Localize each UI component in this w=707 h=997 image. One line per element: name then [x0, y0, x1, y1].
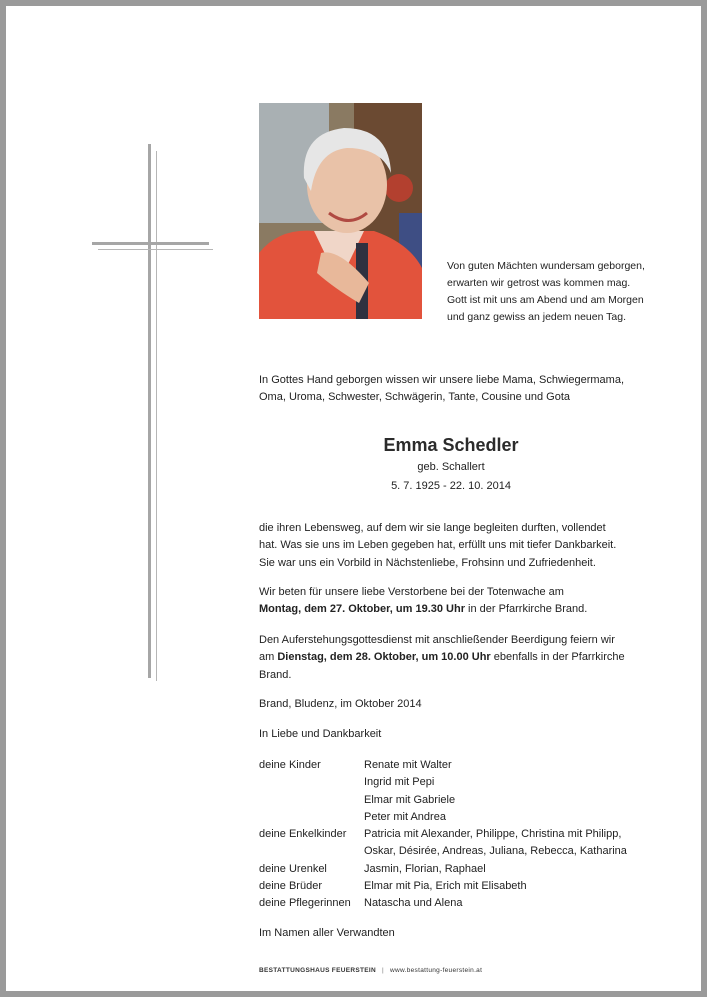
- family-names: Peter mit Andrea: [364, 810, 446, 823]
- family-names: Jasmin, Florian, Raphael: [364, 862, 486, 875]
- closing-line: Im Namen aller Verwandten: [259, 927, 395, 939]
- family-names: Renate mit Walter: [364, 759, 452, 771]
- footer-brand: BESTATTUNGSHAUS FEUERSTEIN: [259, 967, 376, 974]
- family-row: [259, 895, 627, 912]
- family-names: Ingrid mit Pepi: [364, 776, 435, 789]
- funeral-datetime: Dienstag, dem 28. Oktober, um 10.00 Uhr: [277, 651, 491, 664]
- paragraph-line: Sie war uns ein Vorbild in Nächstenliebe, Frohsinn und Zufriedenheit.: [259, 556, 596, 569]
- love-line: In Liebe und Dankbarkeit: [259, 728, 382, 740]
- place-date: Brand, Bludenz, im Oktober 2014: [259, 698, 422, 710]
- wake-paragraph: [259, 584, 587, 619]
- family-row: [259, 774, 627, 791]
- life-dates: 5. 7. 1925 - 22. 10. 2014: [391, 480, 511, 492]
- poem-line: Gott ist mit uns am Abend und am Morgen: [447, 294, 644, 306]
- family-label: deine Enkelkinder: [259, 828, 347, 841]
- footer-separator: |: [381, 967, 384, 974]
- poem-line: erwarten wir getrost was kommen mag.: [447, 277, 631, 289]
- family-row: [259, 826, 627, 843]
- paragraph-line: Brand.: [259, 668, 292, 681]
- poem-line: und ganz gewiss an jedem neuen Tag.: [447, 311, 627, 323]
- funeral-paragraph: [259, 632, 625, 684]
- paragraph-line: am Dienstag, dem 28. Oktober, um 10.00 Uhr ebenfalls in der Pfarrkirche: [259, 651, 625, 664]
- paragraph-line: [259, 601, 587, 618]
- paragraph-line: die ihren Lebensweg, auf dem wir sie lange begleiten durften, vollendet: [259, 522, 606, 534]
- cross-horizontal-line: [92, 242, 209, 245]
- paragraph-line: Wir beten für unsere liebe Verstorbene bei der Totenwache am: [259, 586, 564, 598]
- family-list: [259, 757, 627, 913]
- wake-datetime: Montag, dem 27. Oktober, um 19.30 Uhr: [259, 603, 465, 616]
- family-names: Natascha und Alena: [364, 897, 463, 910]
- cross-horizontal-shadow-line: [98, 249, 213, 250]
- family-row: [259, 878, 627, 895]
- family-row: [259, 792, 627, 809]
- intro-text: [259, 372, 624, 407]
- poem: [447, 258, 645, 326]
- funeral-location: ebenfalls in der Pfarrkirche: [490, 651, 625, 664]
- life-paragraph: [259, 520, 616, 572]
- footer: [259, 966, 482, 976]
- family-names: Elmar mit Pia, Erich mit Elisabeth: [364, 880, 527, 893]
- family-label: deine Kinder: [259, 759, 321, 771]
- family-label: deine Pflegerinnen: [259, 897, 351, 910]
- family-row: [259, 809, 627, 826]
- family-label: [259, 792, 364, 809]
- family-row: [259, 861, 627, 878]
- family-names: Elmar mit Gabriele: [364, 793, 456, 806]
- wake-location: in der Pfarrkirche Brand.: [465, 603, 588, 616]
- family-names: Patricia mit Alexander, Philippe, Christina mit Philipp,: [364, 828, 622, 841]
- cross-vertical-shadow-line: [156, 151, 157, 681]
- paragraph-line: hat. Was sie uns im Leben gegeben hat, erfüllt uns mit tiefer Dankbarkeit.: [259, 539, 617, 552]
- family-label: deine Brüder: [259, 880, 322, 893]
- footer-url: www.bestattung-feuerstein.at: [389, 967, 483, 974]
- family-row: [259, 757, 627, 774]
- birth-name: geb. Schallert: [417, 461, 485, 473]
- poem-line: Von guten Mächten wundersam geborgen,: [447, 260, 645, 272]
- family-label: deine Urenkel: [259, 862, 327, 875]
- intro-line: In Gottes Hand geborgen wissen wir unsere liebe Mama, Schwiegermama,: [259, 374, 625, 386]
- intro-line: Oma, Uroma, Schwester, Schwägerin, Tante, Cousine und Gota: [259, 391, 571, 404]
- family-label: [259, 809, 364, 826]
- family-row: [259, 843, 627, 860]
- paragraph-line: Den Auferstehungsgottesdienst mit anschließender Beerdigung feiern wir: [259, 634, 615, 646]
- portrait-photo: [259, 103, 422, 319]
- family-label: [259, 774, 364, 791]
- cross-vertical-line: [148, 144, 151, 678]
- family-label: [259, 843, 364, 860]
- deceased-name: Emma Schedler: [383, 435, 519, 455]
- family-names: Oskar, Désirée, Andreas, Juliana, Rebecca, Katharina: [364, 845, 627, 858]
